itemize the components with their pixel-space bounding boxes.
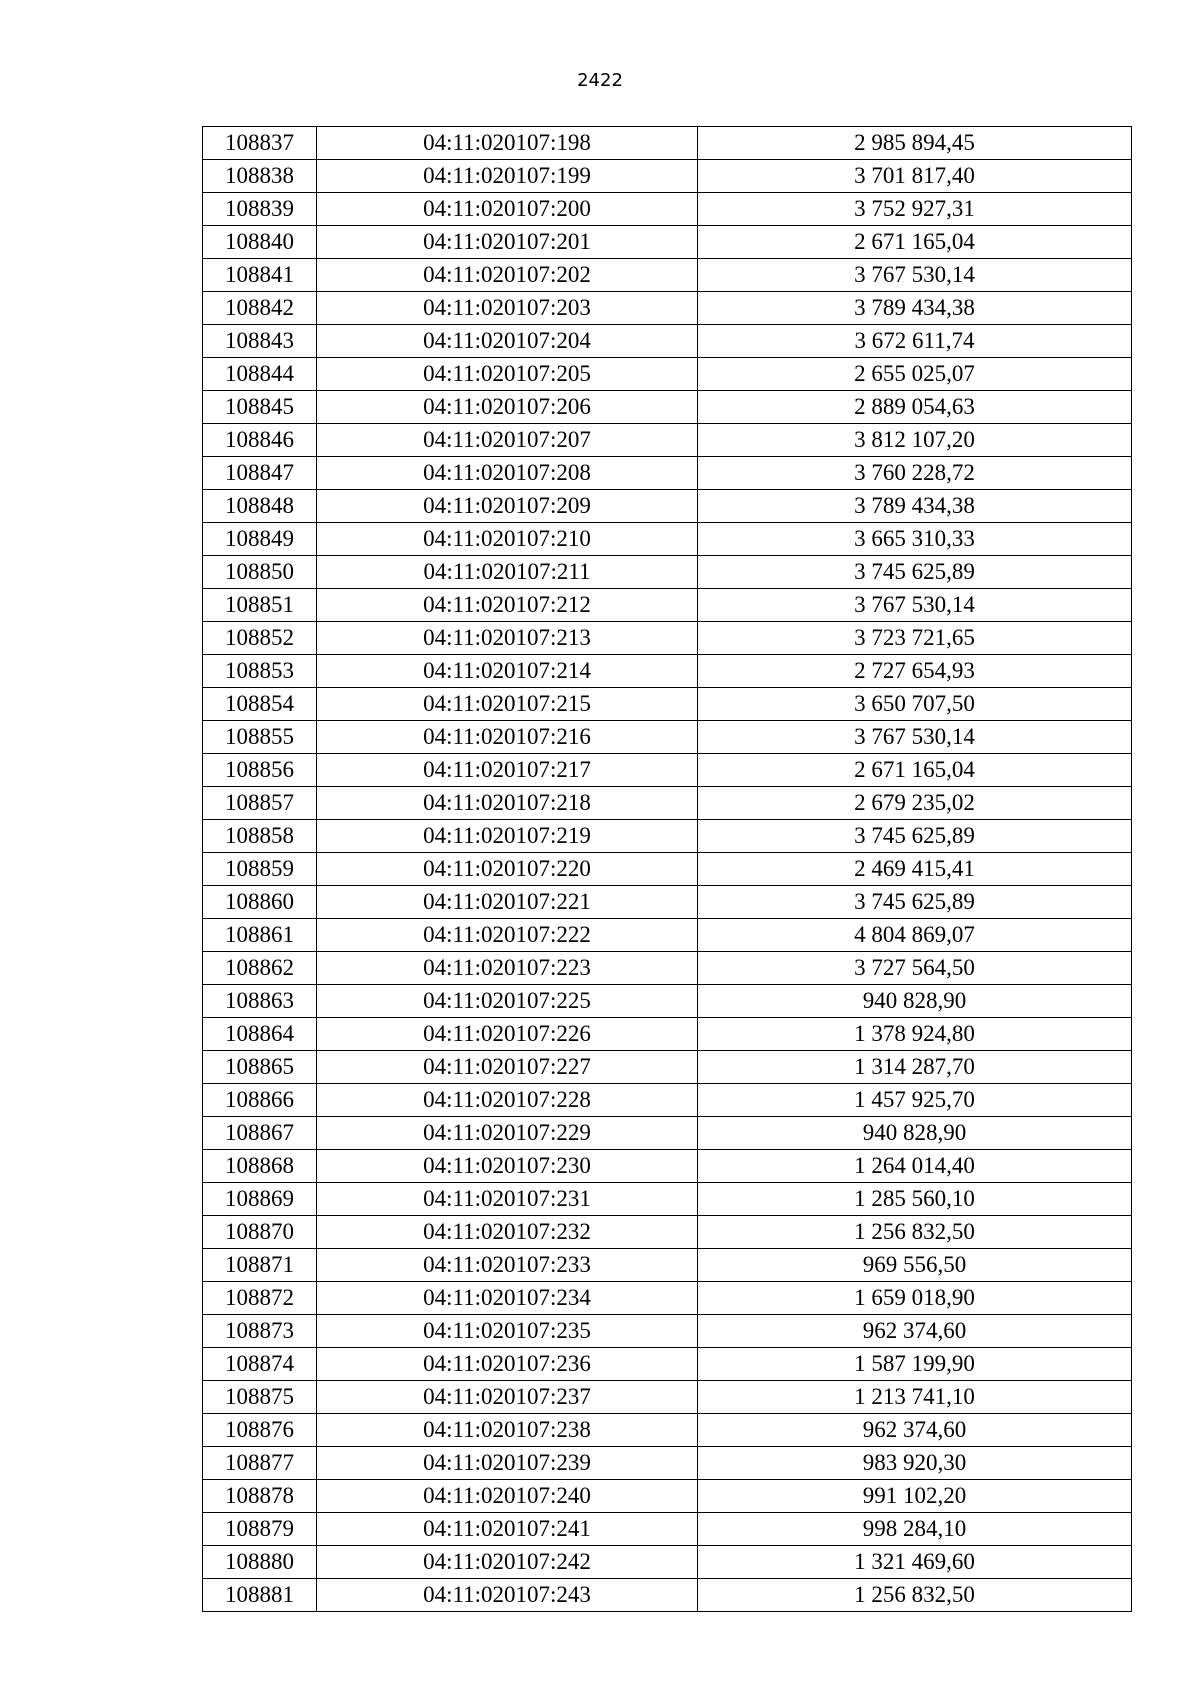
row-number-cell: 108867 — [203, 1117, 317, 1150]
cadastral-value-cell: 2 679 235,02 — [698, 787, 1132, 820]
row-number-cell: 108844 — [203, 358, 317, 391]
table-row — [203, 1447, 1132, 1480]
row-number-cell: 108837 — [203, 127, 317, 160]
cadastral-number-cell: 04:11:020107:211 — [317, 556, 698, 589]
table-row — [203, 655, 1132, 688]
cadastral-value-cell: 1 285 560,10 — [698, 1183, 1132, 1216]
cadastral-number-cell: 04:11:020107:206 — [317, 391, 698, 424]
cadastral-value-cell: 2 985 894,45 — [698, 127, 1132, 160]
cadastral-value-cell: 969 556,50 — [698, 1249, 1132, 1282]
row-number-cell: 108868 — [203, 1150, 317, 1183]
table-row — [203, 1282, 1132, 1315]
cadastral-value-cell: 2 655 025,07 — [698, 358, 1132, 391]
table-row — [203, 985, 1132, 1018]
row-number-cell: 108855 — [203, 721, 317, 754]
cadastral-value-cell: 3 665 310,33 — [698, 523, 1132, 556]
table-row — [203, 1183, 1132, 1216]
row-number-cell: 108862 — [203, 952, 317, 985]
table-row — [203, 688, 1132, 721]
table-row — [203, 127, 1132, 160]
row-number-cell: 108878 — [203, 1480, 317, 1513]
cadastral-number-cell: 04:11:020107:215 — [317, 688, 698, 721]
cadastral-number-cell: 04:11:020107:225 — [317, 985, 698, 1018]
cadastral-value-cell: 3 789 434,38 — [698, 490, 1132, 523]
cadastral-value-cell: 3 789 434,38 — [698, 292, 1132, 325]
table-row — [203, 259, 1132, 292]
table-row — [203, 952, 1132, 985]
row-number-cell: 108864 — [203, 1018, 317, 1051]
cadastral-number-cell: 04:11:020107:232 — [317, 1216, 698, 1249]
row-number-cell: 108865 — [203, 1051, 317, 1084]
cadastral-value-cell: 962 374,60 — [698, 1315, 1132, 1348]
row-number-cell: 108861 — [203, 919, 317, 952]
cadastral-value-cell: 1 256 832,50 — [698, 1579, 1132, 1612]
cadastral-number-cell: 04:11:020107:234 — [317, 1282, 698, 1315]
cadastral-number-cell: 04:11:020107:207 — [317, 424, 698, 457]
cadastral-number-cell: 04:11:020107:210 — [317, 523, 698, 556]
row-number-cell: 108873 — [203, 1315, 317, 1348]
cadastral-value-cell: 1 213 741,10 — [698, 1381, 1132, 1414]
cadastral-number-cell: 04:11:020107:239 — [317, 1447, 698, 1480]
cadastral-number-cell: 04:11:020107:228 — [317, 1084, 698, 1117]
cadastral-number-cell: 04:11:020107:238 — [317, 1414, 698, 1447]
cadastral-value-cell: 3 745 625,89 — [698, 556, 1132, 589]
page-number: 2422 — [577, 70, 623, 91]
cadastral-value-cell: 4 804 869,07 — [698, 919, 1132, 952]
cadastral-number-cell: 04:11:020107:201 — [317, 226, 698, 259]
row-number-cell: 108879 — [203, 1513, 317, 1546]
row-number-cell: 108840 — [203, 226, 317, 259]
cadastral-number-cell: 04:11:020107:198 — [317, 127, 698, 160]
table-row — [203, 721, 1132, 754]
cadastral-number-cell: 04:11:020107:237 — [317, 1381, 698, 1414]
cadastral-number-cell: 04:11:020107:231 — [317, 1183, 698, 1216]
cadastral-number-cell: 04:11:020107:214 — [317, 655, 698, 688]
row-number-cell: 108856 — [203, 754, 317, 787]
cadastral-number-cell: 04:11:020107:222 — [317, 919, 698, 952]
cadastral-value-cell: 2 671 165,04 — [698, 226, 1132, 259]
cadastral-value-cell: 3 767 530,14 — [698, 721, 1132, 754]
cadastral-number-cell: 04:11:020107:221 — [317, 886, 698, 919]
row-number-cell: 108866 — [203, 1084, 317, 1117]
cadastral-value-cell: 2 671 165,04 — [698, 754, 1132, 787]
table-row — [203, 787, 1132, 820]
cadastral-value-cell: 962 374,60 — [698, 1414, 1132, 1447]
cadastral-number-cell: 04:11:020107:220 — [317, 853, 698, 886]
table-row — [203, 1348, 1132, 1381]
cadastral-number-cell: 04:11:020107:219 — [317, 820, 698, 853]
table-row — [203, 556, 1132, 589]
cadastral-number-cell: 04:11:020107:199 — [317, 160, 698, 193]
cadastral-value-table — [202, 126, 1132, 1612]
cadastral-value-cell: 1 264 014,40 — [698, 1150, 1132, 1183]
cadastral-value-cell: 1 256 832,50 — [698, 1216, 1132, 1249]
cadastral-number-cell: 04:11:020107:233 — [317, 1249, 698, 1282]
cadastral-value-cell: 3 760 228,72 — [698, 457, 1132, 490]
cadastral-number-cell: 04:11:020107:241 — [317, 1513, 698, 1546]
cadastral-value-cell: 3 650 707,50 — [698, 688, 1132, 721]
cadastral-number-cell: 04:11:020107:235 — [317, 1315, 698, 1348]
cadastral-value-cell: 998 284,10 — [698, 1513, 1132, 1546]
row-number-cell: 108846 — [203, 424, 317, 457]
row-number-cell: 108850 — [203, 556, 317, 589]
row-number-cell: 108857 — [203, 787, 317, 820]
table-row — [203, 523, 1132, 556]
table-row — [203, 1381, 1132, 1414]
row-number-cell: 108858 — [203, 820, 317, 853]
row-number-cell: 108847 — [203, 457, 317, 490]
cadastral-number-cell: 04:11:020107:236 — [317, 1348, 698, 1381]
cadastral-value-cell: 3 767 530,14 — [698, 589, 1132, 622]
cadastral-number-cell: 04:11:020107:216 — [317, 721, 698, 754]
cadastral-value-cell: 983 920,30 — [698, 1447, 1132, 1480]
table-row — [203, 1249, 1132, 1282]
table-row — [203, 391, 1132, 424]
cadastral-value-cell: 3 727 564,50 — [698, 952, 1132, 985]
cadastral-value-cell: 1 314 287,70 — [698, 1051, 1132, 1084]
cadastral-value-cell: 3 723 721,65 — [698, 622, 1132, 655]
row-number-cell: 108859 — [203, 853, 317, 886]
cadastral-value-cell: 1 587 199,90 — [698, 1348, 1132, 1381]
table-row — [203, 886, 1132, 919]
row-number-cell: 108872 — [203, 1282, 317, 1315]
table-row — [203, 292, 1132, 325]
cadastral-number-cell: 04:11:020107:240 — [317, 1480, 698, 1513]
table-row — [203, 160, 1132, 193]
table-row — [203, 490, 1132, 523]
table-row — [203, 1546, 1132, 1579]
table-row — [203, 1414, 1132, 1447]
table-row — [203, 853, 1132, 886]
row-number-cell: 108852 — [203, 622, 317, 655]
cadastral-number-cell: 04:11:020107:200 — [317, 193, 698, 226]
row-number-cell: 108842 — [203, 292, 317, 325]
cadastral-number-cell: 04:11:020107:226 — [317, 1018, 698, 1051]
row-number-cell: 108854 — [203, 688, 317, 721]
table-row — [203, 358, 1132, 391]
row-number-cell: 108839 — [203, 193, 317, 226]
table-row — [203, 325, 1132, 358]
cadastral-number-cell: 04:11:020107:217 — [317, 754, 698, 787]
cadastral-number-cell: 04:11:020107:204 — [317, 325, 698, 358]
cadastral-value-cell: 3 767 530,14 — [698, 259, 1132, 292]
cadastral-number-cell: 04:11:020107:208 — [317, 457, 698, 490]
table-row — [203, 457, 1132, 490]
row-number-cell: 108843 — [203, 325, 317, 358]
row-number-cell: 108860 — [203, 886, 317, 919]
cadastral-value-cell: 3 745 625,89 — [698, 886, 1132, 919]
row-number-cell: 108870 — [203, 1216, 317, 1249]
table-row — [203, 919, 1132, 952]
cadastral-value-cell: 1 321 469,60 — [698, 1546, 1132, 1579]
cadastral-number-cell: 04:11:020107:212 — [317, 589, 698, 622]
table-row — [203, 1150, 1132, 1183]
cadastral-number-cell: 04:11:020107:243 — [317, 1579, 698, 1612]
row-number-cell: 108880 — [203, 1546, 317, 1579]
table-row — [203, 226, 1132, 259]
table-row — [203, 1084, 1132, 1117]
cadastral-value-cell: 3 672 611,74 — [698, 325, 1132, 358]
row-number-cell: 108848 — [203, 490, 317, 523]
cadastral-value-cell: 940 828,90 — [698, 1117, 1132, 1150]
cadastral-value-cell: 1 659 018,90 — [698, 1282, 1132, 1315]
row-number-cell: 108851 — [203, 589, 317, 622]
row-number-cell: 108877 — [203, 1447, 317, 1480]
row-number-cell: 108853 — [203, 655, 317, 688]
table-row — [203, 1051, 1132, 1084]
cadastral-value-cell: 3 745 625,89 — [698, 820, 1132, 853]
table-row — [203, 1018, 1132, 1051]
table-row — [203, 1579, 1132, 1612]
table-row — [203, 622, 1132, 655]
table-row — [203, 1315, 1132, 1348]
cadastral-value-cell: 1 457 925,70 — [698, 1084, 1132, 1117]
table-row — [203, 1117, 1132, 1150]
row-number-cell: 108863 — [203, 985, 317, 1018]
row-number-cell: 108874 — [203, 1348, 317, 1381]
table-row — [203, 820, 1132, 853]
row-number-cell: 108876 — [203, 1414, 317, 1447]
table-row — [203, 589, 1132, 622]
cadastral-number-cell: 04:11:020107:223 — [317, 952, 698, 985]
row-number-cell: 108849 — [203, 523, 317, 556]
row-number-cell: 108869 — [203, 1183, 317, 1216]
table-row — [203, 754, 1132, 787]
cadastral-number-cell: 04:11:020107:203 — [317, 292, 698, 325]
cadastral-value-cell: 991 102,20 — [698, 1480, 1132, 1513]
cadastral-number-cell: 04:11:020107:213 — [317, 622, 698, 655]
table-body — [203, 127, 1132, 1612]
table-row — [203, 193, 1132, 226]
row-number-cell: 108845 — [203, 391, 317, 424]
row-number-cell: 108838 — [203, 160, 317, 193]
row-number-cell: 108875 — [203, 1381, 317, 1414]
table-row — [203, 1513, 1132, 1546]
cadastral-value-cell: 3 812 107,20 — [698, 424, 1132, 457]
row-number-cell: 108871 — [203, 1249, 317, 1282]
row-number-cell: 108841 — [203, 259, 317, 292]
cadastral-value-cell: 3 752 927,31 — [698, 193, 1132, 226]
cadastral-number-cell: 04:11:020107:218 — [317, 787, 698, 820]
cadastral-value-cell: 2 889 054,63 — [698, 391, 1132, 424]
cadastral-number-cell: 04:11:020107:229 — [317, 1117, 698, 1150]
table-row — [203, 1216, 1132, 1249]
cadastral-number-cell: 04:11:020107:202 — [317, 259, 698, 292]
cadastral-value-cell: 940 828,90 — [698, 985, 1132, 1018]
table-row — [203, 1480, 1132, 1513]
cadastral-number-cell: 04:11:020107:209 — [317, 490, 698, 523]
cadastral-number-cell: 04:11:020107:230 — [317, 1150, 698, 1183]
cadastral-number-cell: 04:11:020107:242 — [317, 1546, 698, 1579]
cadastral-value-cell: 2 727 654,93 — [698, 655, 1132, 688]
cadastral-value-cell: 3 701 817,40 — [698, 160, 1132, 193]
cadastral-value-cell: 1 378 924,80 — [698, 1018, 1132, 1051]
cadastral-number-cell: 04:11:020107:227 — [317, 1051, 698, 1084]
cadastral-value-cell: 2 469 415,41 — [698, 853, 1132, 886]
cadastral-number-cell: 04:11:020107:205 — [317, 358, 698, 391]
table-row — [203, 424, 1132, 457]
row-number-cell: 108881 — [203, 1579, 317, 1612]
